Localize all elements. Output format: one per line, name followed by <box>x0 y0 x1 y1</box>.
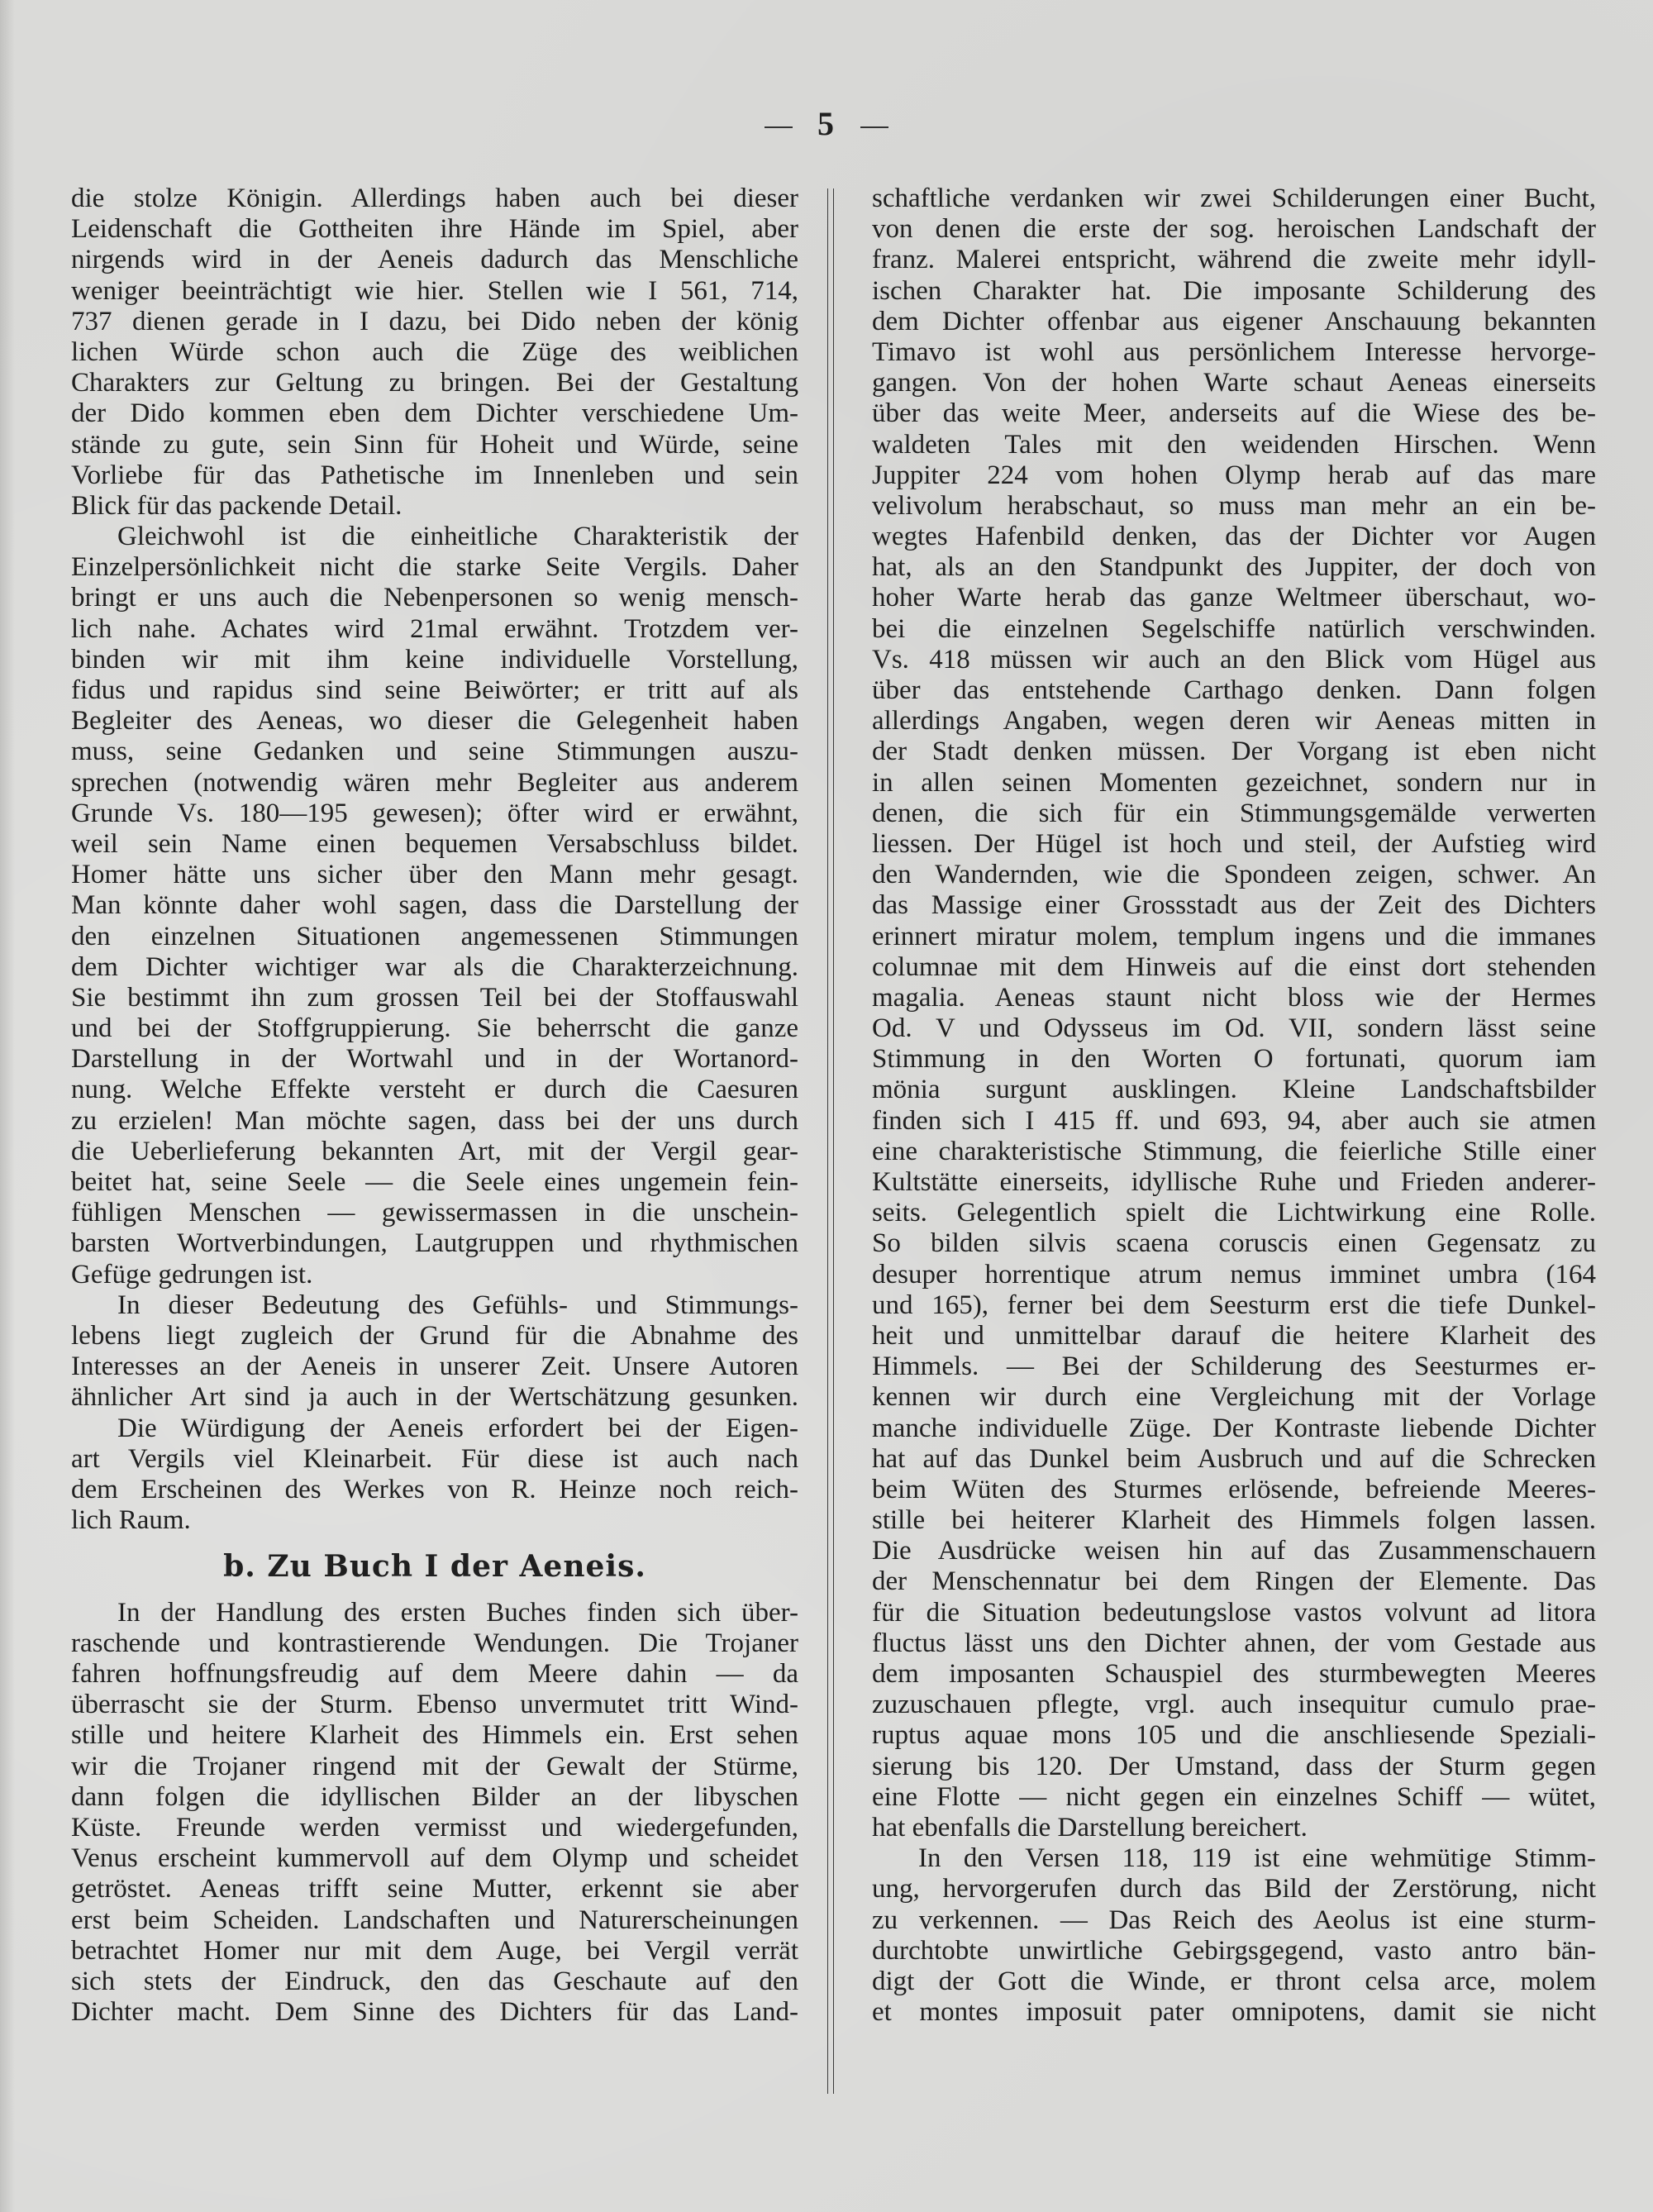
paragraph-first-line: Die Würdigung der Aeneis erfordert bei der Eigen- <box>117 1413 798 1443</box>
text-line: kennen wir durch eine Vergleichung mit der Vorlage <box>872 1382 1596 1413</box>
text-line: getröstet. Aeneas trifft seine Mutter, erkennt sie aber <box>71 1874 798 1905</box>
text-line: binden wir mit ihm keine individuelle Vorstellung, <box>71 644 798 675</box>
paragraph-first-line: In der Handlung des ersten Buches finden sich über- <box>117 1597 798 1628</box>
text-line: durchtobte unwirtliche Gebirgsgegend, vasto antro bän- <box>872 1935 1596 1966</box>
text-line: denen, die sich für ein Stimmungsgemälde verwerten <box>872 798 1596 828</box>
text-line: lich Raum. <box>71 1505 191 1536</box>
text-line: muss, seine Gedanken und seine Stimmungen auszu- <box>71 737 798 767</box>
text-line: 737 dienen gerade in I dazu, bei Dido neben der könig <box>71 306 798 336</box>
text-line: Grunde Vs. 180—195 gewesen); öfter wird er erwähnt, <box>71 798 798 828</box>
text-line: hoher Warte herab das ganze Weltmeer überschaut, wo- <box>872 583 1596 613</box>
paragraph-first-line: Gleichwohl ist die einheitliche Charakteristik der <box>117 522 798 552</box>
text-line: Einzelpersönlichkeit nicht die starke Seite Vergils. Daher <box>71 552 798 583</box>
text-line: Die Ausdrücke weisen hin auf das Zusammenschauern <box>872 1536 1596 1566</box>
text-line: sich stets der Eindruck, den das Geschaute auf den <box>71 1966 798 1996</box>
text-line: fahren hoffnungsfreudig auf dem Meere dahin — da <box>71 1659 798 1690</box>
text-line: über das entstehende Carthago denken. Dann folgen <box>872 675 1596 705</box>
text-line: Interesses an der Aeneis in unserer Zeit. Unsere Autoren <box>71 1352 798 1382</box>
text-line: magalia. Aeneas staunt nicht bloss wie der Hermes <box>872 982 1596 1013</box>
text-line: fühligen Menschen — gewissermassen in die unschein- <box>71 1198 798 1228</box>
text-line: nung. Welche Effekte versteht er durch die Caesuren <box>71 1075 798 1105</box>
text-line: wir die Trojaner ringend mit der Gewalt der Stürme, <box>71 1751 798 1781</box>
text-line: dann folgen die idyllischen Bilder an der libyschen <box>71 1781 798 1812</box>
text-line: mönia surgunt ausklingen. Kleine Landschaftsbilder <box>872 1075 1596 1105</box>
text-line: hat ebenfalls die Darstellung bereichert. <box>872 1812 1308 1843</box>
text-line: Homer hätte uns sicher über den Mann mehr gesagt. <box>71 860 798 890</box>
text-line: dem Dichter offenbar aus eigener Anschauung bekannten <box>872 306 1596 336</box>
section-heading: b. Zu Buch I der Aeneis. <box>223 1549 646 1585</box>
text-line: stille bei heiterer Klarheit des Himmels folgen lassen. <box>872 1505 1596 1536</box>
page-number-dash-right <box>860 126 888 128</box>
text-line: fidus und rapidus sind seine Beiwörter; er tritt auf als <box>71 675 798 705</box>
text-line: Blick für das packende Detail. <box>71 490 403 521</box>
text-line: weil sein Name einen bequemen Versabschluss bildet. <box>71 828 798 859</box>
text-line: Timavo ist wohl aus persönlichem Interesse hervorge- <box>872 336 1596 367</box>
text-line: sierung bis 120. Der Umstand, dass der Sturm gegen <box>872 1751 1596 1781</box>
text-line: zuzuschauen pflegte, vrgl. auch insequitur cumulo prae- <box>872 1690 1596 1720</box>
page-number: 5 <box>817 105 836 142</box>
text-line: Sie bestimmt ihn zum grossen Teil bei der Stoffauswahl <box>71 982 798 1013</box>
text-line: den Wandernden, wie die Spondeen zeigen, schwer. An <box>872 860 1596 890</box>
text-line: eine charakteristische Stimmung, die feierliche Stille einer <box>872 1136 1596 1166</box>
text-line: heit und unmittelbar darauf die heitere Klarheit des <box>872 1320 1596 1351</box>
text-line: fluctus lässt uns den Dichter ahnen, der vom Gestade aus <box>872 1628 1596 1658</box>
text-line: dem Dichter wichtiger war als die Charakterzeichnung. <box>71 951 798 982</box>
text-line: ähnlicher Art sind ja auch in der Wertschätzung gesunken. <box>71 1382 798 1413</box>
text-line: hat, als an den Standpunkt des Juppiter, der doch von <box>872 552 1596 583</box>
text-line: für die Situation bedeutungslose vastos volvunt ad litora <box>872 1597 1596 1628</box>
text-line: Vorliebe für das Pathetische im Innenleben und sein <box>71 460 798 490</box>
text-line: bei die einzelnen Segelschiffe natürlich verschwinden. <box>872 613 1596 644</box>
text-line: überrascht sie der Sturm. Ebenso unvermutet tritt Wind- <box>71 1690 798 1720</box>
text-line: schaftliche verdanken wir zwei Schilderungen einer Bucht, <box>872 184 1596 213</box>
text-line: nirgends wird in der Aeneis dadurch das Menschliche <box>71 245 798 275</box>
text-line: liessen. Der Hügel ist hoch und steil, der Aufstieg wird <box>872 828 1596 859</box>
text-line: Gefüge gedrungen ist. <box>71 1259 313 1290</box>
text-line: allerdings Angaben, wegen deren wir Aeneas mitten in <box>872 706 1596 737</box>
text-line: finden sich I 415 ff. und 693, 94, aber auch sie atmen <box>872 1105 1596 1136</box>
text-line: stille und heitere Klarheit des Himmels ein. Erst sehen <box>71 1720 798 1751</box>
text-line: der Menschennatur bei dem Ringen der Elemente. Das <box>872 1566 1596 1597</box>
text-line: Venus erscheint kummervoll auf dem Olymp und scheidet <box>71 1843 798 1874</box>
text-line: gangen. Von der hohen Warte schaut Aeneas einerseits <box>872 368 1596 398</box>
text-line: Begleiter des Aeneas, wo dieser die Gelegenheit haben <box>71 706 798 737</box>
text-line: von denen die erste der sog. heroischen Landschaft der <box>872 214 1596 245</box>
text-line: bringt er uns auch die Nebenpersonen so wenig mensch- <box>71 583 798 613</box>
text-line: Leidenschaft die Gottheiten ihre Hände im Spiel, aber <box>71 214 798 245</box>
text-line: So bilden silvis scaena coruscis einen Gegensatz zu <box>872 1228 1596 1259</box>
paragraph-first-line: In den Versen 118, 119 ist eine wehmütige Stimm- <box>918 1843 1596 1874</box>
text-line: ruptus aquae mons 105 und die anschliesende Speziali- <box>872 1720 1596 1751</box>
text-line: columnae mit dem Hinweis auf die einst dort stehenden <box>872 951 1596 982</box>
text-line: erst beim Scheiden. Landschaften und Naturerscheinungen <box>71 1905 798 1935</box>
binding-shadow <box>0 0 15 2212</box>
text-line: seits. Gelegentlich spielt die Lichtwirkung eine Rolle. <box>872 1198 1596 1228</box>
text-line: zu verkennen. — Das Reich des Aeolus ist eine sturm- <box>872 1905 1596 1935</box>
text-line: Od. V und Odysseus im Od. VII, sondern lässt seine <box>872 1013 1596 1044</box>
text-line: digt der Gott die Winde, er thront celsa arce, molem <box>872 1966 1596 1996</box>
text-line: Küste. Freunde werden vermisst und wiedergefunden, <box>71 1812 798 1843</box>
right-text-column <box>872 184 1596 2028</box>
text-line: Dichter macht. Dem Sinne des Dichters für das Land- <box>71 1997 798 2028</box>
text-line: barsten Wortverbindungen, Lautgruppen und rhythmischen <box>71 1228 798 1259</box>
text-line: beim Wüten des Sturmes erlösende, befreiende Meeres- <box>872 1474 1596 1504</box>
text-line: waldeten Tales mit den weidenden Hirschen. Wenn <box>872 429 1596 460</box>
text-line: hat auf das Dunkel beim Ausbruch und auf die Schrecken <box>872 1443 1596 1474</box>
text-line: lich nahe. Achates wird 21mal erwähnt. Trotzdem ver- <box>71 613 798 644</box>
text-line: beitet hat, seine Seele — die Seele eines ungemein fein- <box>71 1167 798 1197</box>
text-line: ischen Charakter hat. Die imposante Schilderung des <box>872 275 1596 306</box>
text-line: erinnert miratur molem, templum ingens und die immanes <box>872 921 1596 951</box>
text-line: und bei der Stoffgruppierung. Sie beherrscht die ganze <box>71 1013 798 1044</box>
text-line: zu erzielen! Man möchte sagen, dass bei der uns durch <box>71 1105 798 1136</box>
text-line: der Dido kommen eben dem Dichter verschiedene Um- <box>71 398 798 429</box>
paragraph-first-line: In dieser Bedeutung des Gefühls- und Stimmungs- <box>117 1290 798 1320</box>
text-line: desuper horrentique atrum nemus imminet umbra (164 <box>872 1259 1596 1290</box>
text-line: lichen Würde schon auch die Züge des weiblichen <box>71 336 798 367</box>
text-line: manche individuelle Züge. Der Kontraste liebende Dichter <box>872 1413 1596 1443</box>
text-line: Juppiter 224 vom hohen Olymp herab auf das mare <box>872 460 1596 490</box>
text-line: wegtes Hafenbild denken, das der Dichter vor Augen <box>872 522 1596 552</box>
text-line: lebens liegt zugleich der Grund für die Abnahme des <box>71 1320 798 1351</box>
text-line: Man könnte daher wohl sagen, dass die Darstellung der <box>71 890 798 921</box>
text-line: betrachtet Homer nur mit dem Auge, bei Vergil verrät <box>71 1935 798 1966</box>
column-double-rule <box>827 188 834 2094</box>
text-line: das Massige einer Grossstadt aus der Zeit des Dichters <box>872 890 1596 921</box>
text-line: dem imposanten Schauspiel des sturmbewegten Meeres <box>872 1659 1596 1689</box>
text-line: in allen seinen Momenten gezeichnet, sondern nur in <box>872 767 1596 798</box>
page-number-dash-left <box>765 126 793 128</box>
text-line: weniger beeinträchtigt wie hier. Stellen wie I 561, 714, <box>71 275 798 306</box>
text-line: Stimmung in den Worten O fortunati, quorum iam <box>872 1044 1596 1075</box>
text-line: und 165), ferner bei dem Seesturm erst die tiefe Dunkel- <box>872 1290 1596 1320</box>
text-line: über das weite Meer, anderseits auf die Wiese des be- <box>872 398 1596 429</box>
text-line: ung, hervorgerufen durch das Bild der Zerstörung, nicht <box>872 1874 1596 1905</box>
text-line: sprechen (notwendig wären mehr Begleiter aus anderem <box>71 767 798 798</box>
text-line: eine Flotte — nicht gegen ein einzelnes Schiff — wütet, <box>872 1781 1596 1812</box>
text-line: den einzelnen Situationen angemessenen Stimmungen <box>71 921 798 951</box>
text-line: Darstellung in der Wortwahl und in der Wortanord- <box>71 1044 798 1075</box>
text-line: dem Erscheinen des Werkes von R. Heinze noch reich- <box>71 1474 798 1504</box>
text-line: stände zu gute, sein Sinn für Hoheit und Würde, seine <box>71 429 798 460</box>
text-line: et montes imposuit pater omnipotens, damit sie nicht <box>872 1997 1596 2028</box>
text-line: franz. Malerei entspricht, während die zweite mehr idyll- <box>872 245 1596 275</box>
text-line: velivolum herabschaut, so muss man mehr an ein be- <box>872 490 1596 521</box>
text-line: Himmels. — Bei der Schilderung des Seesturmes er- <box>872 1352 1596 1382</box>
text-line: Vs. 418 müssen wir auch an den Blick vom Hügel aus <box>872 644 1596 675</box>
text-line: die Ueberlieferung bekannten Art, mit der Vergil gear- <box>71 1136 798 1166</box>
text-line: Charakters zur Geltung zu bringen. Bei der Gestaltung <box>71 368 798 398</box>
left-text-column <box>71 184 798 2028</box>
text-line: der Stadt denken müssen. Der Vorgang ist eben nicht <box>872 737 1596 767</box>
text-line: art Vergils viel Kleinarbeit. Für diese ist auch nach <box>71 1443 798 1474</box>
text-line: Kultstätte einerseits, idyllische Ruhe und Frieden anderer- <box>872 1167 1596 1197</box>
text-line: raschende und kontrastierende Wendungen. Die Trojaner <box>71 1628 798 1658</box>
page-number-header <box>0 104 1653 143</box>
text-line: die stolze Königin. Allerdings haben auch bei dieser <box>71 184 798 213</box>
